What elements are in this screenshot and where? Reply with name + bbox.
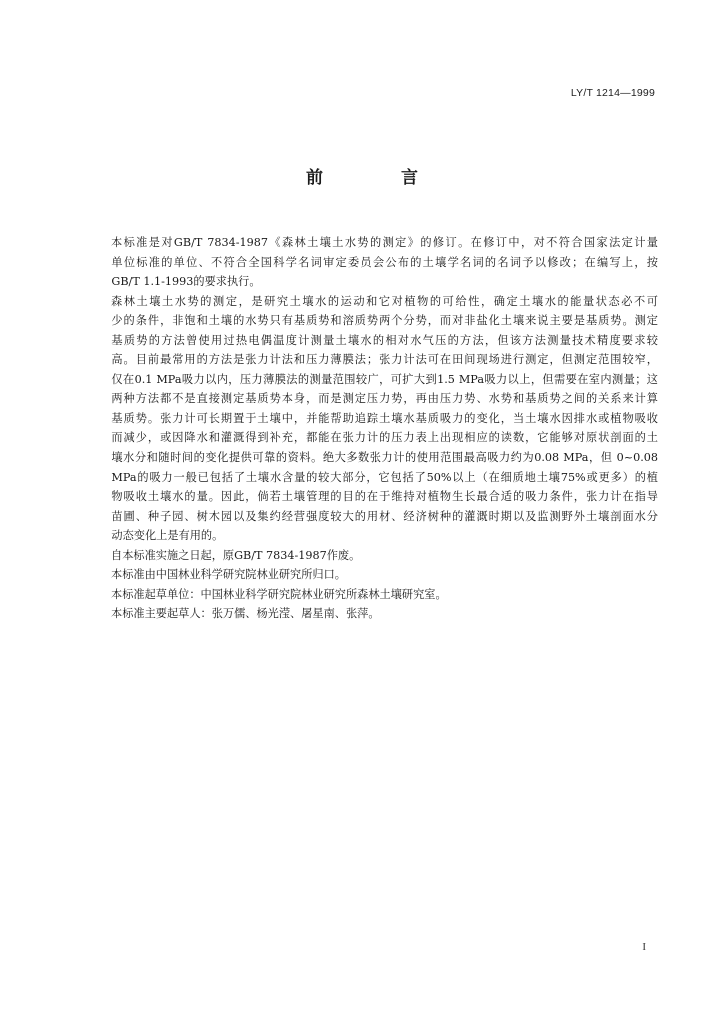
statement-administration: 本标准由中国林业科学研究院林业研究所归口。 bbox=[111, 568, 346, 582]
text-line: 基质势的方法曾使用过热电偶温度计测量土壤水的相对水气压的方法，但该方法测量技术精度要求较 bbox=[111, 333, 658, 347]
text-line: 仅在0.1 MPa吸力以内，压力薄膜法的测量范围较广，可扩大到1.5 MPa吸力以上，但需要在室内测量；这 bbox=[111, 372, 658, 386]
text-line: 动态变化上是有用的。 bbox=[111, 529, 224, 543]
page-title: 前 言 bbox=[306, 168, 454, 188]
standard-code: LY/T 1214—1999 bbox=[570, 87, 655, 99]
statement-drafting-unit: 本标准起草单位：中国林业科学研究院林业研究所森林土壤研究室。 bbox=[111, 587, 447, 601]
text-line: 物吸收土壤水的量。因此，倘若土壤管理的目的在于维持对植物生长最合适的吸力条件，张力计在指导 bbox=[111, 490, 658, 504]
text-line: 高。目前最常用的方法是张力计法和压力薄膜法；张力计法可在田间现场进行测定，但测定范围较窄， bbox=[111, 353, 658, 367]
text-line: 而减少，或因降水和灌溉得到补充，都能在张力计的压力表上出现相应的读数，它能够对原状剖面的土 bbox=[111, 431, 658, 445]
text-line: GB/T 1.1-1993的要求执行。 bbox=[111, 275, 261, 289]
text-line: 基质势。张力计可长期置于土壤中，并能帮助追踪土壤水基质吸力的变化，当土壤水因排水或植物吸收 bbox=[111, 411, 658, 425]
statement-drafters: 本标准主要起草人：张万儒、杨光滢、屠星南、张萍。 bbox=[111, 607, 380, 621]
text-line: MPa的吸力一般已包括了土壤水含量的较大部分，它包括了50%以上（在细质地土壤75%或更多）的植 bbox=[111, 470, 658, 484]
text-line: 本标准是对GB/T 7834-1987《森林土壤土水势的测定》的修订。在修订中，对不符合国家法定计量 bbox=[111, 236, 658, 249]
paragraph-method bbox=[89, 292, 658, 546]
text-line: 单位标准的单位、不符合全国科学名词审定委员会公布的土壤学名词的名词予以修改；在编写上，按 bbox=[111, 255, 658, 269]
text-line: 壤水分和随时间的变化提供可靠的资料。绝大多数张力计的使用范围最高吸力约为0.08 MPa，但 0~0.08 bbox=[111, 451, 658, 465]
page-number: I bbox=[642, 941, 646, 953]
text-line: 森林土壤土水势的测定，是研究土壤水的运动和它对植物的可给性，确定土壤水的能量状态必不可 bbox=[111, 294, 658, 308]
foreword-body bbox=[89, 233, 658, 624]
text-line: 苗圃、种子园、树木园以及集约经营强度较大的用材、经济树种的灌溉时期以及监测野外土壤剖面水分 bbox=[111, 509, 658, 523]
paragraph-revision bbox=[89, 233, 658, 292]
statement-supersede: 自本标准实施之日起，原GB/T 7834-1987作废。 bbox=[111, 548, 361, 562]
text-line: 少的条件，非饱和土壤的水势只有基质势和溶质势两个分势，而对非盐化土壤来说主要是基质势。测定 bbox=[111, 314, 658, 328]
text-line: 两种方法都不是直接测定基质势本身，而是测定压力势，再由压力势、水势和基质势之间的关系来计算 bbox=[111, 392, 658, 406]
